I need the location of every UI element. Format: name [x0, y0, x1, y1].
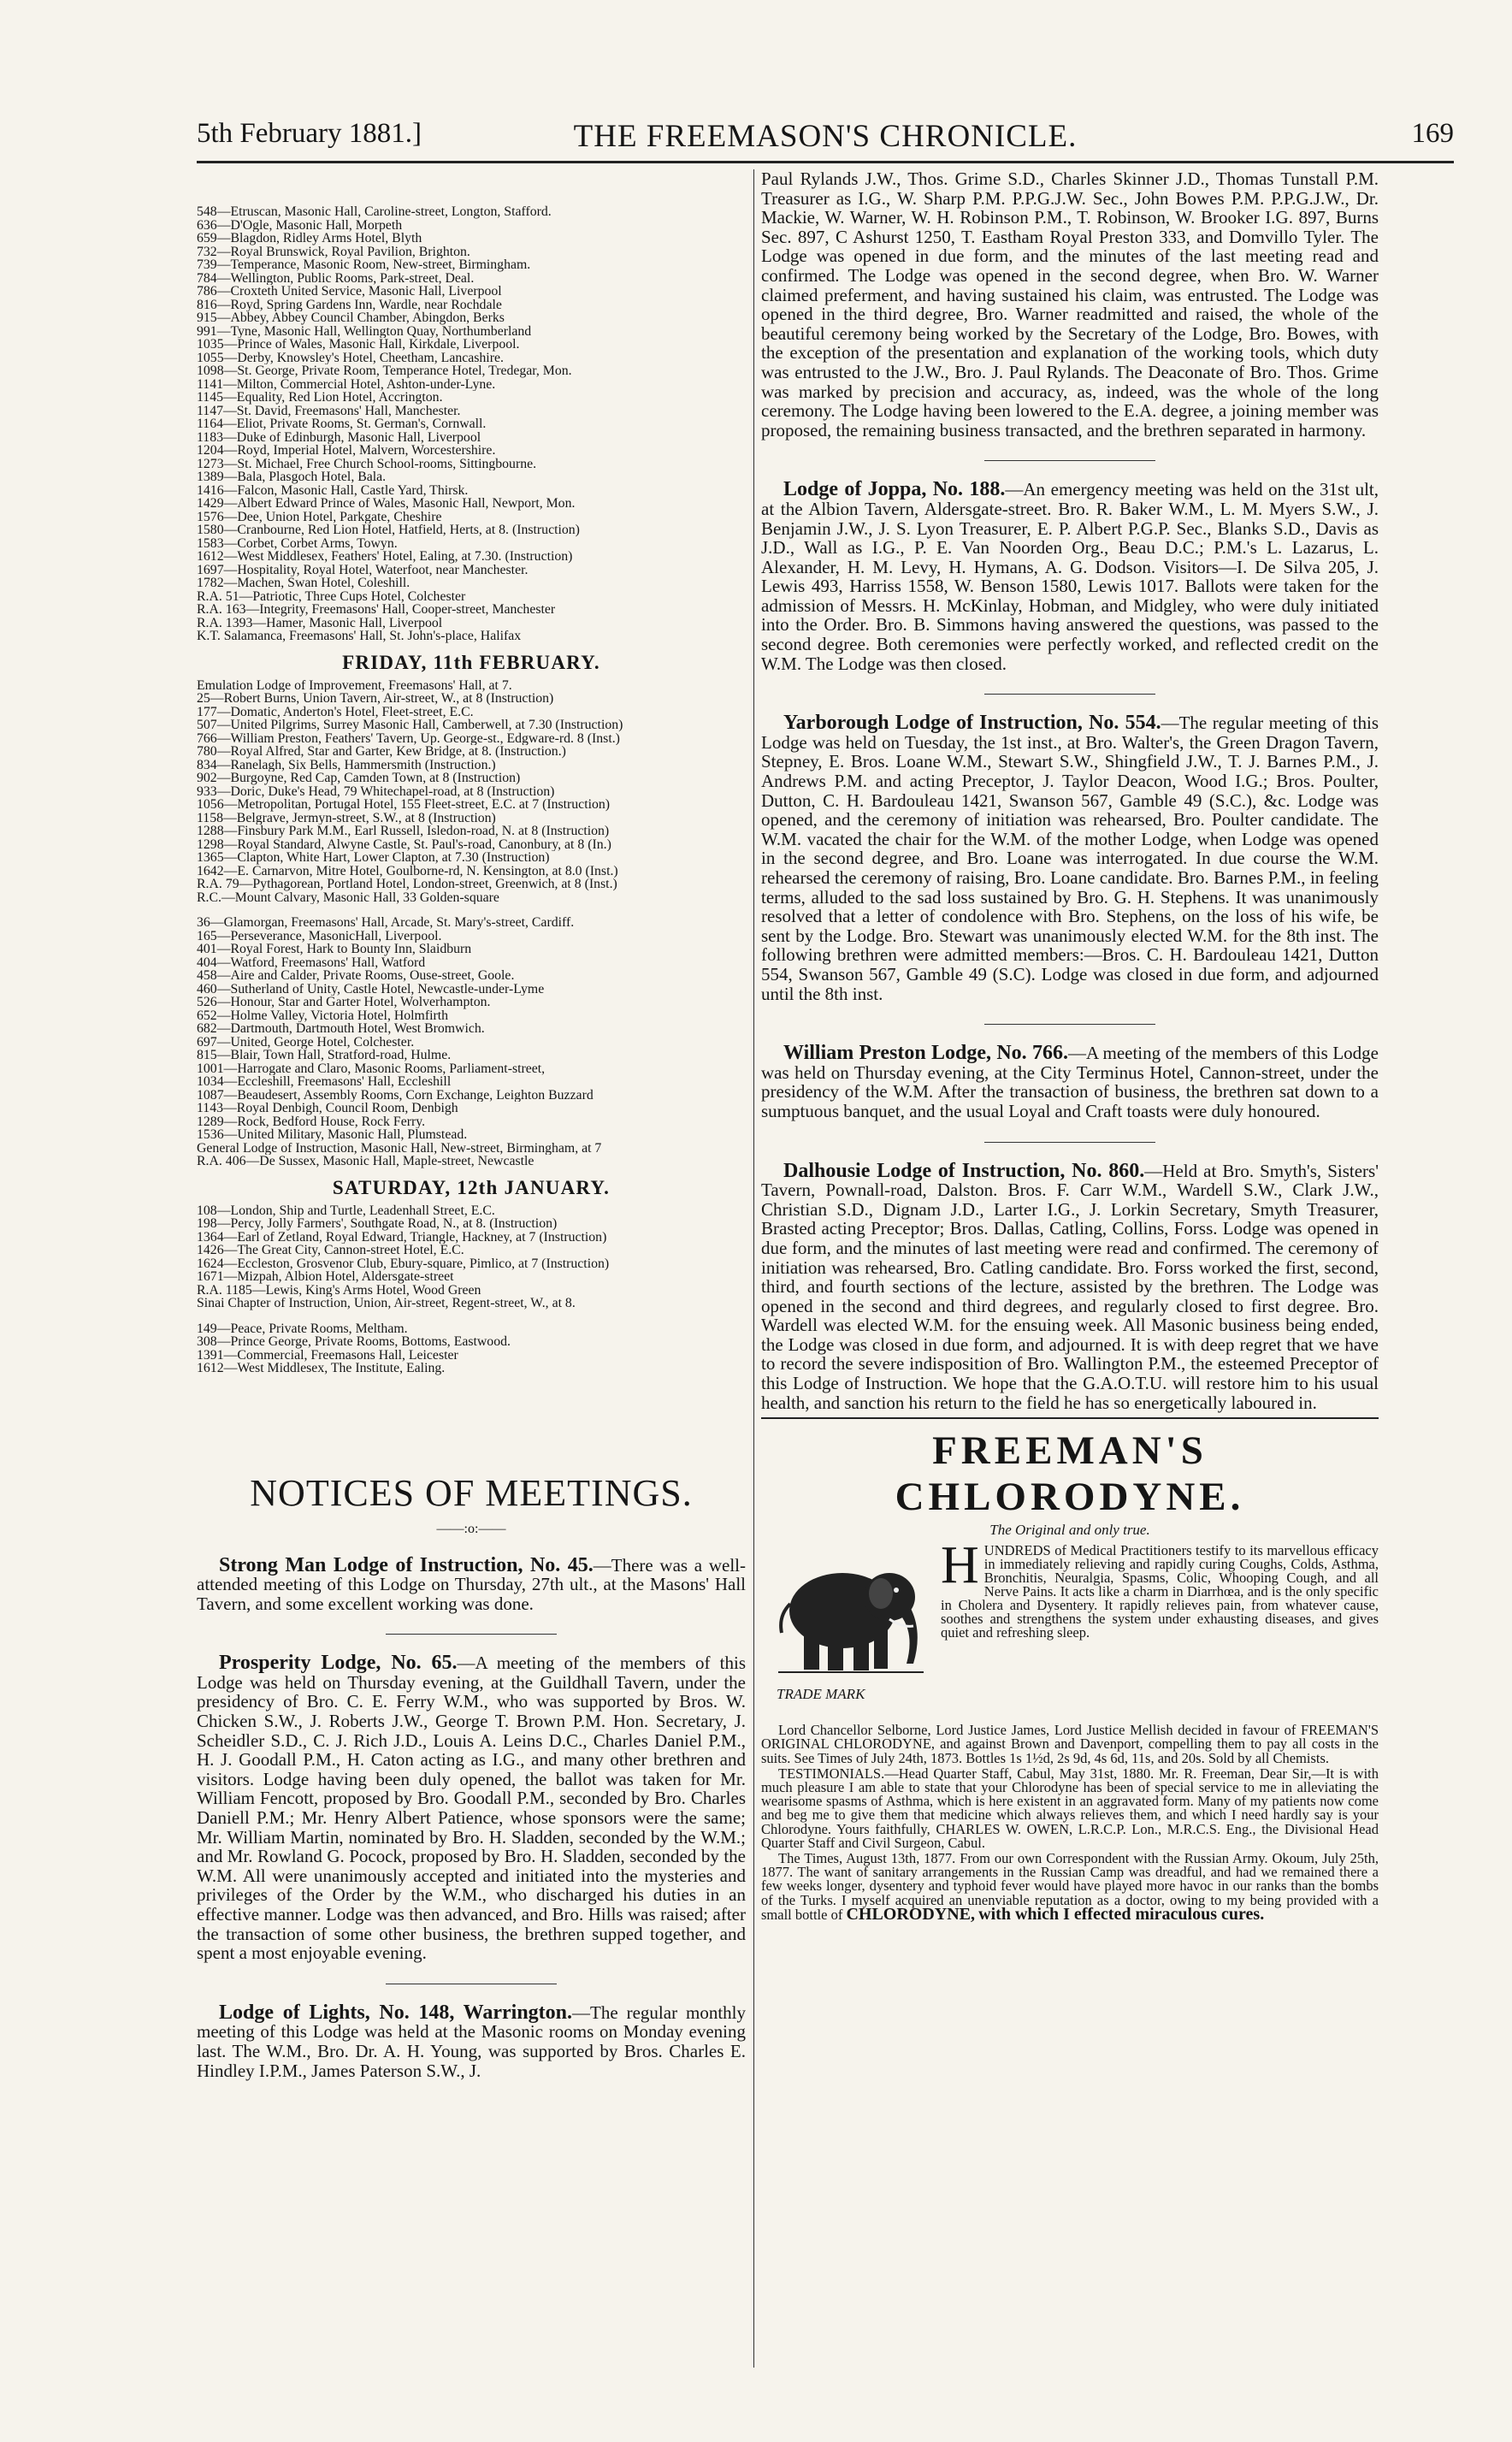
- meeting-entry: R.A. 1185—Lewis, King's Arms Hotel, Wood Green: [197, 1283, 481, 1297]
- meeting-entry: 198—Percy, Jolly Farmers', Southgate Road, N., at 8. (Instruction): [197, 1217, 558, 1231]
- meeting-entry: 991—Tyne, Masonic Hall, Wellington Quay, Northumberland: [197, 324, 532, 338]
- meeting-entry: 1034—Eccleshill, Freemasons' Hall, Eccleshill: [197, 1075, 452, 1089]
- saturday-london-list: [197, 1204, 746, 1310]
- saturday-provincial-list: [197, 1322, 746, 1375]
- report-prosperity: [197, 1653, 746, 1963]
- page-number: 169: [1411, 118, 1454, 149]
- meeting-list-top: [197, 205, 746, 643]
- trade-mark-label: TRADE MARK: [777, 1686, 865, 1703]
- meeting-entry: R.C.—Mount Calvary, Masonic Hall, 33 Golden-square: [197, 890, 499, 904]
- report-william-preston: [761, 1044, 1379, 1120]
- advert-legal-notice: Lord Chancellor Selborne, Lord Justice James, Lord Justice Mellish decided in favour of FREEMAN'S ORIGINAL CHLORODYNE, and against Brown and Davenport, compelling them to pay all costs in the suits. See Times of July 24th, 1873. Bottles 1s 1½d, 2s 9d, 4s 6d, 11s, and 20s. Sold by all Chemists.: [761, 1722, 1379, 1766]
- meeting-entry: 784—Wellington, Public Rooms, Park-street, Deal.: [197, 271, 475, 285]
- meeting-entry: 1612—West Middlesex, Feathers' Hotel, Ealing, at 7.30. (Instruction): [197, 550, 573, 564]
- meeting-entry: 1624—Eccleston, Grosvenor Club, Ebury-square, Pimlico, at 7 (Instruction): [197, 1256, 610, 1270]
- meeting-entry: 177—Domatic, Anderton's Hotel, Fleet-street, E.C.: [197, 705, 474, 718]
- issue-date: 5th February 1881.]: [197, 118, 422, 149]
- meeting-entry: 682—Dartmouth, Dartmouth Hotel, West Bromwich.: [197, 1022, 485, 1036]
- meeting-entry: 401—Royal Forest, Hark to Bounty Inn, Slaidburn: [197, 943, 472, 956]
- meeting-entry: 652—Holme Valley, Victoria Hotel, Holmfirth: [197, 1008, 449, 1022]
- meeting-entry: 460—Sutherland of Unity, Castle Hotel, Newcastle-under-Lyme: [197, 982, 545, 996]
- advert-times-quote: The Times, August 13th, 1877. From our own Correspondent with the Russian Army. Okoum, July 25th, 1877. The want of sanitary arrangements in the Russian Camp was dreadful, and had we remained there a few weeks longer, dysentery and typhoid fever would have played more havoc in our ranks than the bombs of the Turks. I myself acquired an unenviable reputation as a doctor, owing to my being provided with a small bottle of CHLORODYNE, with which I effected miraculous cures.: [761, 1850, 1379, 1924]
- meeting-entry: 902—Burgoyne, Red Cap, Camden Town, at 8 (Instruction): [197, 772, 521, 785]
- elephant-trademark-icon: [761, 1544, 932, 1689]
- publication-title: THE FREEMASON'S CHRONICLE.: [573, 119, 1078, 154]
- meeting-entry: 1298—Royal Standard, Alwyne Castle, St. Paul's-road, Canonbury, at 8 (In.): [197, 837, 611, 851]
- meeting-entry: 1576—Dee, Union Hotel, Parkgate, Cheshire: [197, 510, 442, 523]
- meeting-entry: R.A. 1393—Hamer, Masonic Hall, Liverpool: [197, 616, 443, 630]
- report-body: —A meeting of the members of this Lodge was held on Thursday evening, at the Guildhall Tavern, under the presidency of Bro. C. E. Ferry W.M., who was supported by Bros. W. Chicken S.W., J. Roberts J.W., George T. Brown P.M. Hon. Secretary, J. Scheidler S.D., C. J. Rich J.D., Louis A. Leins D.C., Charles Daniel P.M., H. J. Goodall P.M., H. Caton acting as I.G., and many other brethren and visitors. Lodge having been duly opened, the ballot was taken for Mr. William Fencott, proposed by Bro. Goodall P.M., seconded by Bro. Charles Daniell P.M.; Mr. Henry Albert Patience, whose sponsors were the same; Mr. William Martin, nominated by Bro. H. Sladden, seconded by the W.M.; and Mr. Rowland G. Pocock, proposed by Bro. H. Sladden, seconded by the W.M. All were unanimously accepted and initiated into the mysteries and privileges of the Order by the W.M., who discharged his duties in an effective manner. Lodge was then advanced, and Bro. Hills was raised; after the transaction of some other business, the brethren supped together, and spent a most enjoyable evening.: [197, 1653, 746, 1964]
- header-rule: [197, 161, 1454, 163]
- report-lodge-of-lights: [197, 2003, 746, 2080]
- meeting-entry: 1364—Earl of Zetland, Royal Edward, Triangle, Hackney, at 7 (Instruction): [197, 1230, 607, 1244]
- advert-intro: HUNDREDS of Medical Practitioners testify to its marvellous efficacy in immediately relieving and rapidly curing Coughs, Colds, Asthma, Bronchitis, Neuralgia, Spasms, Colic, Whooping Cough, and all Nerve Pains. It acts like a charm in Diarrhœa, and is the only specific in Cholera and Dysentery. It rapidly relieves pain, from whatever cause, soothes and strengthens the system under exhausting diseases, and gives quiet and refreshing sleep.: [941, 1536, 1379, 1641]
- meeting-entry: 1204—Royd, Imperial Hotel, Malvern, Worcestershire.: [197, 444, 496, 458]
- meeting-entry: 1580—Cranbourne, Red Lion Hotel, Hatfield, Herts, at 8. (Instruction): [197, 523, 580, 537]
- meeting-entry: 766—William Preston, Feathers' Tavern, Up. George-st., Edgware-rd. 8 (Inst.): [197, 731, 620, 745]
- meeting-entry: 1183—Duke of Edinburgh, Masonic Hall, Liverpool: [197, 430, 481, 444]
- advert-testimonial: TESTIMONIALS.—Head Quarter Staff, Cabul, May 31st, 1880. Mr. R. Freeman, Dear Sir,—It is with much pleasure I am able to state that your Chlorodyne has been of special service to me in alleviating the wearisome spasms of Asthma, which is here existent in an aggravated form. Many of my patients now come and beg me to give them that medicine which always relieves them, and which I need hardly say is your Chlorodyne. Yours faithfully, CHARLES W. OWEN, L.R.C.P. Lon., M.R.C.S. Eng., the Divisional Head Quarter Staff and Civil Surgeon, Cabul.: [761, 1765, 1379, 1851]
- meeting-entry: 1035—Prince of Wales, Masonic Hall, Kirkdale, Liverpool.: [197, 338, 520, 352]
- meeting-entry: 1536—United Military, Masonic Hall, Plumstead.: [197, 1128, 468, 1142]
- meeting-entry: 1143—Royal Denbigh, Council Room, Denbigh: [197, 1102, 458, 1115]
- meeting-entry: R.A. 79—Pythagorean, Portland Hotel, London-street, Greenwich, at 8 (Inst.): [197, 878, 617, 891]
- report-body: —There was a well-attended meeting of this Lodge on Thursday, 27th ult., at the Masons' Hall Tavern, and some excellent working was done.: [197, 1554, 747, 1614]
- report-title: Lodge of Joppa, No. 188.: [783, 478, 1006, 501]
- meeting-entry: 816—Royd, Spring Gardens Inn, Wardle, near Rochdale: [197, 298, 502, 311]
- report-title: William Preston Lodge, No. 766.: [783, 1042, 1068, 1065]
- report-title: Strong Man Lodge of Instruction, No. 45.: [219, 1553, 594, 1576]
- meeting-entry: 933—Doric, Duke's Head, 79 Whitechapel-road, at 8 (Instruction): [197, 784, 555, 798]
- section-rule: [984, 1024, 1155, 1025]
- meeting-entry: 149—Peace, Private Rooms, Meltham.: [197, 1322, 408, 1335]
- page-header: [197, 118, 1454, 156]
- report-body: —The regular monthly meeting of this Lodge was held at the Masonic rooms on Monday evening last. The W.M., Bro. Dr. A. H. Young, was supported by Bros. Charles E. Hindley I.P.M., James Paterson S.W., J.: [197, 2001, 746, 2081]
- friday-heading: FRIDAY, 11th FEBRUARY.: [342, 651, 600, 673]
- advert-body: [761, 1724, 1379, 1922]
- meeting-entry: 815—Blair, Town Hall, Stratford-road, Hulme.: [197, 1049, 452, 1062]
- meeting-entry: 732—Royal Brunswick, Royal Pavilion, Brighton.: [197, 245, 470, 258]
- meeting-entry: 1145—Equality, Red Lion Hotel, Accrington.: [197, 391, 443, 405]
- meeting-entry: 1273—St. Michael, Free Church School-rooms, Sittingbourne.: [197, 457, 537, 470]
- report-strong-man: [197, 1553, 747, 1614]
- meeting-entry: 1365—Clapton, White Hart, Lower Clapton, at 7.30 (Instruction): [197, 851, 550, 865]
- advert-title: FREEMAN'S CHLORODYNE.: [895, 1428, 1245, 1520]
- report-lights-continued: [761, 169, 1379, 440]
- meeting-entry: 308—Prince George, Private Rooms, Bottoms, Eastwood.: [197, 1335, 511, 1349]
- meeting-entry: 739—Temperance, Masonic Room, New-street, Birmingham.: [197, 258, 531, 272]
- meeting-entry: 1697—Hospitality, Royal Hotel, Waterfoot, near Manchester.: [197, 563, 529, 577]
- report-body: —Held at Bro. Smyth's, Sisters' Tavern, Pownall-road, Dalston. Bros. F. Carr W.M., Wardell S.W., Clark J.W., Christian S.D., Dignam J.D., Larter I.G., J. Lorkin Secretary, Smyth Treasurer, Brasted acting Preceptor; Bros. Dallas, Catling, Collins, Forss. Lodge was opened in due form, and the minutes of last meeting were read and confirmed. The ceremony of initiation was rehearsed, Bro. Catling candidate. Bro. Forss worked the first, second, third, and fourth sections of the lecture, assisted by the brethren. The Lodge was opened in the second and third degrees, and regularly closed to first degree. Bro. Wardell was elected W.M. for the ensuing week. All Masonic business being ended, the Lodge was closed in due form, and adjourned. It is with deep regret that we have to record the severe indisposition of Bro. Wallington P.M., the esteemed Preceptor of this Lodge of Instruction. We hope that the G.A.O.T.U. will restore him to his usual health, and sanction his return to the field he has so energetically laboured in.: [761, 1160, 1379, 1413]
- meeting-entry: 1416—Falcon, Masonic Hall, Castle Yard, Thirsk.: [197, 483, 469, 497]
- meeting-entry: 404—Watford, Freemasons' Hall, Watford: [197, 955, 426, 969]
- meeting-entry: 1426—The Great City, Cannon-street Hotel, E.C.: [197, 1244, 464, 1257]
- meeting-entry: 1288—Finsbury Park M.M., Earl Russell, Isledon-road, N. at 8 (Instruction): [197, 825, 610, 838]
- meeting-entry: K.T. Salamanca, Freemasons' Hall, St. John's-place, Halifax: [197, 630, 522, 643]
- meeting-entry: 1087—Beaudesert, Assembly Rooms, Corn Exchange, Leighton Buzzard: [197, 1088, 594, 1102]
- section-rule: [386, 1634, 557, 1635]
- saturday-heading: SATURDAY, 12th JANUARY.: [332, 1176, 611, 1198]
- column-divider: [753, 169, 754, 2368]
- meeting-entry: 697—United, George Hotel, Colchester.: [197, 1035, 415, 1049]
- meeting-entry: 1642—E. Carnarvon, Mitre Hotel, Goulborne-rd, N. Kensington, at 8.0 (Inst.): [197, 864, 618, 878]
- meeting-entry: 1055—Derby, Knowsley's Hotel, Cheetham, Lancashire.: [197, 351, 504, 364]
- meeting-entry: 526—Honour, Star and Garter Hotel, Wolverhampton.: [197, 996, 491, 1009]
- meeting-entry: 1391—Commercial, Freemasons Hall, Leicester: [197, 1348, 458, 1362]
- meeting-entry: 780—Royal Alfred, Star and Garter, Kew Bridge, at 8. (Instruction.): [197, 745, 566, 759]
- meeting-entry: 1782—Machen, Swan Hotel, Coleshill.: [197, 577, 410, 590]
- notices-heading: NOTICES OF MEETINGS.: [250, 1471, 693, 1514]
- meeting-entry: R.A. 406—De Sussex, Masonic Hall, Maple-street, Newcastle: [197, 1155, 535, 1168]
- report-title: Prosperity Lodge, No. 65.: [219, 1652, 458, 1675]
- meeting-entry: 1056—Metropolitan, Portugal Hotel, 155 Fleet-street, E.C. at 7 (Instruction): [197, 798, 611, 812]
- meeting-entry: 1289—Rock, Bedford House, Rock Ferry.: [197, 1115, 426, 1128]
- meeting-entry: 1671—Mizpah, Albion Hotel, Aldersgate-street: [197, 1270, 454, 1284]
- report-body: Paul Rylands J.W., Thos. Grime S.D., Charles Skinner J.D., Thomas Tunstall P.M. Treasurer as I.G., W. Sharp P.M. P.P.G.J.W. Sec., John Bowes P.M. P.P.G.J.W., Dr. Mackie, W. Warner, W. H. Robinson P.M., T. Robinson, W. Brooker I.G. 897, Burns Sec. 897, C Ashurst 1250, T. Eastham Royal Preston 333, and Domvillo Tyler. The Lodge was opened in due form, and the minutes of the last meeting read and confirmed. The Lodge was opened in the second degree, when Bro. W. Warner claimed preferment, and having sustained his claim, was entrusted. The Lodge was opened in the third degree, Bro. Warner readmitted and raised, the whole of the beautiful ceremony being worked by the Secretary of the Lodge, Bro. Bowes, with the exception of the presentation and explanation of the working tools, which duty was entrusted to the J.W., Bro. J. Paul Rylands. The Deaconate of Bro. Thos. Grime was marked by precision and accuracy, as, indeed, was the whole of the long ceremony. The Lodge having been lowered to the E.A. degree, a joining member was proposed, the remaining business transacted, and the brethren separated in harmony.: [761, 169, 1379, 441]
- report-body: —The regular meeting of this Lodge was held on Tuesday, the 1st inst., at Bro. Walter's, the Green Dragon Tavern, Stepney, E. Bros. Loane W.M., Stewart S.W., Shingfield J.W., T. J. Barnes P.M., J. Andrews P.M. and acting Preceptor, J. Taylor Deacon, Wood I.G.; Bros. Poulter, Dutton, C. H. Bardouleau 1421, Swanson 567, Gamble 49 (S.C.), &c. Lodge was opened, and the ceremony of initiation was rehearsed, Bro. Poulter candidate. The W.M. vacated the chair for the W.M. of the mother Lodge, when Lodge was opened in the second degree, and Bro. Loane was interrogated. In due course the W.M. rehearsed the ceremony of raising, Bro. Loane candidate. Bro. Barnes P.M., in feeling terms, alluded to the sad loss sustained by Bro. G. H. Stephens. It was unanimously resolved that a letter of condolence with Bro. Stephens, on the loss of his wife, be sent by the Lodge. Bro. Stewart was unanimously elected W.M. for the 8th inst. The following brethren were admitted members:—Bros. C. H. Bardouleau 1421, Dutton 554, Swanson 567, Gamble 49 (S.C). Lodge was closed in due form, and adjourned until the 8th inst.: [761, 712, 1379, 1004]
- report-title: Yarborough Lodge of Instruction, No. 554.: [783, 712, 1161, 735]
- meeting-entry: 1158—Belgrave, Jermyn-street, S.W., at 8 (Instruction): [197, 811, 496, 825]
- meeting-entry: 636—D'Ogle, Masonic Hall, Morpeth: [197, 218, 403, 232]
- section-rule: [984, 1142, 1155, 1143]
- meeting-entry: 165—Perseverance, MasonicHall, Liverpool.: [197, 929, 442, 943]
- meeting-entry: 548—Etruscan, Masonic Hall, Caroline-street, Longton, Stafford.: [197, 205, 552, 219]
- report-yarborough: [761, 713, 1379, 1003]
- meeting-entry: 108—London, Ship and Turtle, Leadenhall Street, E.C.: [197, 1203, 495, 1217]
- ornament-divider: ——:o:——: [436, 1521, 506, 1536]
- friday-london-list: [197, 679, 746, 905]
- meeting-entry: 1098—St. George, Private Room, Temperance Hotel, Tredegar, Mon.: [197, 364, 572, 378]
- meeting-entry: 1429—Albert Edward Prince of Wales, Masonic Hall, Newport, Mon.: [197, 497, 576, 511]
- friday-provincial-list: [197, 916, 746, 1168]
- meeting-entry: General Lodge of Instruction, Masonic Hall, New-street, Birmingham, at 7: [197, 1141, 602, 1155]
- meeting-entry: 1389—Bala, Plasgoch Hotel, Bala.: [197, 470, 387, 484]
- meeting-entry: Sinai Chapter of Instruction, Union, Air-street, Regent-street, W., at 8.: [197, 1297, 576, 1310]
- drop-cap: H: [941, 1536, 979, 1595]
- meeting-entry: 915—Abbey, Abbey Council Chamber, Abingdon, Berks: [197, 311, 505, 325]
- meeting-entry: 25—Robert Burns, Union Tavern, Air-street, W., at 8 (Instruction): [197, 692, 554, 706]
- meeting-entry: 834—Ranelagh, Six Bells, Hammersmith (Instruction.): [197, 758, 496, 772]
- meeting-entry: 1147—St. David, Freemasons' Hall, Manchester.: [197, 404, 461, 417]
- meeting-entry: Emulation Lodge of Improvement, Freemasons' Hall, at 7.: [197, 678, 512, 692]
- advert-subtitle: The Original and only true.: [989, 1522, 1150, 1539]
- meeting-entry: 1001—Harrogate and Claro, Masonic Rooms, Parliament-street,: [197, 1061, 546, 1075]
- meeting-entry: 1583—Corbet, Corbet Arms, Towyn.: [197, 536, 398, 550]
- report-title: Dalhousie Lodge of Instruction, No. 860.: [783, 1159, 1145, 1182]
- report-dalhousie: [761, 1159, 1379, 1413]
- meeting-entry: 458—Aire and Calder, Private Rooms, Ouse-street, Goole.: [197, 969, 515, 983]
- meeting-entry: R.A. 51—Patriotic, Three Cups Hotel, Colchester: [197, 589, 466, 603]
- report-body: —A meeting of the members of this Lodge was held on Thursday evening, at the City Terminus Hotel, Cannon-street, under the presidency of the W.M. After the transaction of business, the brethren sat down to a sumptuous banquet, and the usual Loyal and Craft toasts were duly honoured.: [761, 1043, 1379, 1121]
- report-title: Lodge of Lights, No. 148, Warrington.: [219, 2001, 573, 2024]
- report-body: —An emergency meeting was held on the 31st ult, at the Albion Tavern, Aldersgate-street. Bro. R. Baker W.M., L. M. Myers S.W., J. Benjamin J.W., J. S. Lyon Treasurer, E. P. Albert P.G.P. Sec., Blanks S.D., Davis as J.D., Wall as I.G., P. E. Van Noorden Org., Beau D.C.; P.M.'s L. Lazarus, L. Alexander, H. M. Levy, H. Hymans, A. G. Dodson. Visitors—I. De Silva 205, J. Lewis 493, Harriss 1558, W. Benson 1580, Lewis 1017. Ballots were taken for the admission of Messrs. H. McKinlay, Hobman, and Midgley, who were duly initiated into the Order. Bro. B. Simmons having answered the questions, was passed to the second degree. Both ceremonies were perfectly worked, and reflected credit on the W.M. The Lodge was then closed.: [761, 479, 1379, 674]
- meeting-entry: 1141—Milton, Commercial Hotel, Ashton-under-Lyne.: [197, 377, 496, 391]
- right-column: [761, 169, 1379, 1924]
- chlorodyne-advertisement: [761, 1417, 1379, 1922]
- meeting-entry: 786—Croxteth United Service, Masonic Hall, Liverpool: [197, 285, 502, 299]
- left-column: [197, 205, 746, 2080]
- meeting-entry: 1612—West Middlesex, The Institute, Ealing.: [197, 1362, 446, 1375]
- section-rule: [984, 460, 1155, 461]
- section-rule: [984, 694, 1155, 695]
- meeting-entry: 507—United Pilgrims, Surrey Masonic Hall, Camberwell, at 7.30 (Instruction): [197, 718, 623, 732]
- meeting-entry: R.A. 163—Integrity, Freemasons' Hall, Cooper-street, Manchester: [197, 603, 556, 617]
- report-joppa: [761, 480, 1379, 673]
- meeting-entry: 659—Blagdon, Ridley Arms Hotel, Blyth: [197, 232, 422, 245]
- meeting-entry: 36—Glamorgan, Freemasons' Hall, Arcade, St. Mary's-street, Cardiff.: [197, 916, 575, 930]
- meeting-entry: 1164—Eliot, Private Rooms, St. German's, Cornwall.: [197, 417, 487, 431]
